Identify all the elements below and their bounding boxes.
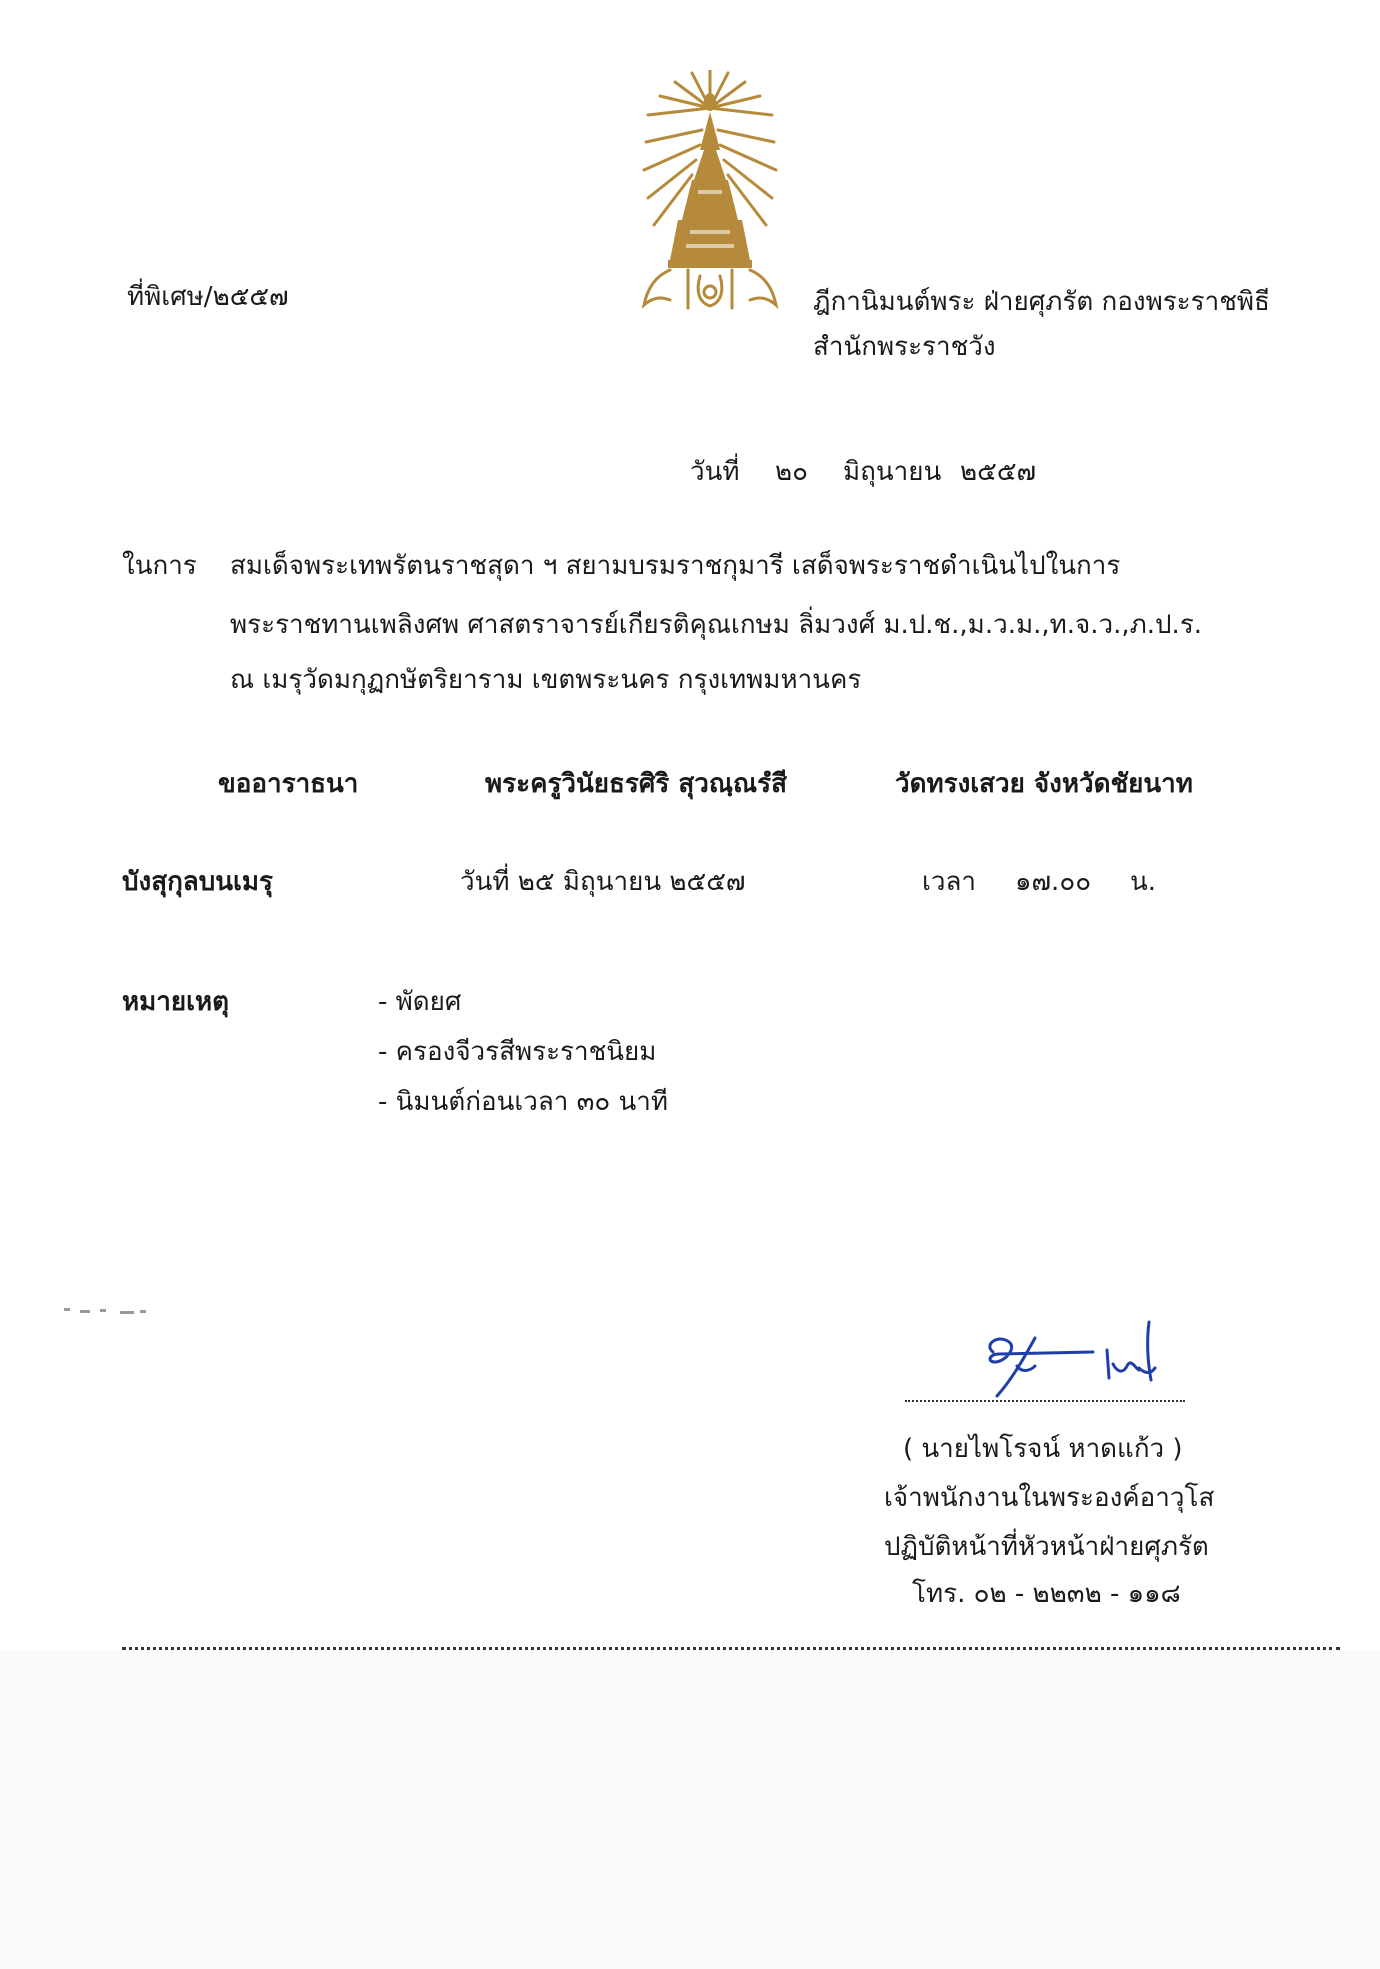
reference-number: ที่พิเศษ/๒๕๕๗ [127, 282, 289, 312]
occasion-line-2: พระราชทานเพลิงศพ ศาสตราจารย์เกียรติคุณเกษม ลิ่มวงศ์ ม.ป.ช.,ม.ว.ม.,ท.จ.ว.,ภ.ป.ร. [230, 610, 1203, 640]
sender-line-2: สำนักพระราชวัง [813, 332, 996, 362]
notes-label: หมายเหตุ [122, 987, 230, 1017]
occasion-label: ในการ [122, 551, 197, 581]
date-label: วันที่ [690, 457, 740, 487]
ceremony-time-value: ๑๗.๐๐ [1015, 867, 1092, 897]
handwritten-signature [965, 1308, 1175, 1398]
invited-monk: พระครูวินัยธรศิริ สุวณฺณรํสี [485, 769, 787, 799]
invitation-label: ขออาราธนา [218, 769, 359, 799]
scan-specks [62, 1300, 152, 1320]
monk-temple: วัดทรงเสวย จังหวัดชัยนาท [895, 769, 1193, 799]
note-item: - ครองจีวรสีพระราชนิยม [378, 1037, 657, 1067]
note-item: - พัดยศ [378, 987, 462, 1017]
footer-cut-line [122, 1647, 1340, 1650]
signatory-position-2: ปฏิบัติหน้าที่หัวหน้าฝ่ายศุภรัต [884, 1532, 1209, 1562]
emblem-seal [640, 70, 780, 315]
signatory-name: ( นายไพโรจน์ หาดแก้ว ) [903, 1434, 1183, 1464]
signatory-phone: โทร. ๐๒ - ๒๒๓๒ - ๑๑๘ [912, 1579, 1181, 1609]
ceremony-date: วันที่ ๒๕ มิถุนายน ๒๕๕๗ [460, 867, 746, 897]
date-year: ๒๕๕๗ [960, 457, 1037, 487]
ceremony-time-label: เวลา [922, 867, 977, 897]
ceremony-time-unit: น. [1130, 867, 1157, 897]
note-item: - นิมนต์ก่อนเวลา ๓๐ นาที [378, 1087, 669, 1117]
signatory-position-1: เจ้าพนักงานในพระองค์อาวุโส [884, 1483, 1215, 1513]
occasion-line-3: ณ เมรุวัดมกุฏกษัตริยาราม เขตพระนคร กรุงเทพมหานคร [230, 665, 862, 695]
date-month: มิถุนายน [843, 457, 942, 487]
sender-line-1: ฎีกานิมนต์พระ ฝ่ายศุภรัต กองพระราชพิธี [813, 287, 1270, 317]
date-day: ๒๐ [775, 457, 809, 487]
page-lower-tint [0, 1650, 1380, 1969]
ceremony-label: บังสุกุลบนเมรุ [122, 867, 274, 897]
signature-line [905, 1400, 1185, 1402]
occasion-line-1: สมเด็จพระเทพรัตนราชสุดา ฯ สยามบรมราชกุมารี เสด็จพระราชดำเนินไปในการ [230, 551, 1121, 581]
